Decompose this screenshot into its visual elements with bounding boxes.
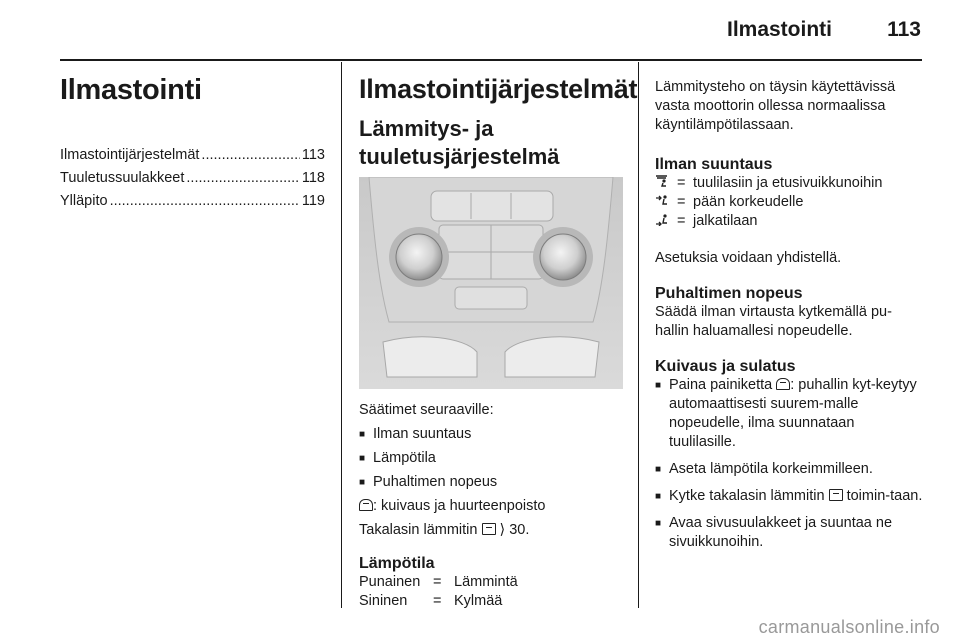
climate-control-panel-image [359,177,623,389]
list-item: ■ Ilman suuntaus [359,426,472,442]
temperature-row: Sininen = Kylmää [359,593,503,609]
list-item: ■ Puhaltimen nopeus [359,474,498,490]
column-systems [359,70,638,611]
rear-window-line: Takalasin lämmitin ⟩ 30. [359,522,530,538]
table-of-contents [60,145,325,211]
watermark: carmanualsonline.info [758,617,940,637]
subsection-title-line1: Lämmitys- ja [359,116,494,141]
list-item: ■ Paina painiketta : puhallin kyt-keytyy automaattisesti suurem-malle nopeudelle, ilma suunnataan tuulilasille. [655,377,917,450]
intro-paragraph: Lämmitysteho on täysin käytettävissä vasta moottorin ollessa normaalissa käyntilämpötilassaan. [655,79,896,133]
distribution-section [655,155,925,231]
column-divider [341,62,342,608]
section-title: Ilmastointijärjestelmät [359,74,638,104]
fan-heading: Puhaltimen nopeus [655,285,803,302]
chapter-title: Ilmastointi [60,74,202,106]
list-item: ■ Lämpötila [359,450,436,466]
fan-text: Säädä ilman virtausta kytkemällä pu-hallin haluamallesi nopeudelle. [655,304,892,339]
toc-label: Tuuletussuulakkeet [60,170,185,186]
toc-label: Ylläpito [60,193,108,209]
page-number: 113 [887,18,921,41]
column-details [655,78,925,552]
temperature-row: Punainen = Lämmintä [359,574,518,590]
distribution-heading: Ilman suuntaus [655,156,773,173]
toc-page: 113 [301,147,325,163]
combine-note: Asetuksia voidaan yhdistellä. [655,250,842,266]
toc-label: Ilmastointijärjestelmät [60,147,200,163]
list-item: ■ Aseta lämpötila korkeimmilleen. [655,461,873,477]
header-rule [60,59,922,61]
controls-intro: Säätimet seuraaville: [359,402,494,418]
toc-entry[interactable] [60,191,325,211]
toc-page: 118 [301,170,325,186]
controls-block [359,401,623,540]
rear-window-heating-icon [482,523,496,535]
distribution-row: = tuulilasiin ja etusivuikkunoihin [655,174,925,193]
header-title: Ilmastointi [726,18,832,41]
page-ref-icon: ⟩ [499,522,506,538]
windshield-feet-icon [655,175,669,188]
head-icon [655,194,669,207]
toc-entry[interactable] [60,168,325,188]
toc-entry[interactable] [60,145,325,165]
fan-section [655,284,925,341]
subsection-title-line2: tuuletusjärjestelmä [359,144,560,169]
column-toc [60,70,325,214]
distribution-row: = pään korkeudelle [655,193,925,212]
column-divider [638,62,639,608]
list-item: ■ Avaa sivusuulakkeet ja suuntaa ne sivuikkunoihin. [655,515,893,550]
toc-page: 119 [301,193,325,209]
defrost-line: : kuivaus ja huurteenpoisto [359,497,623,516]
temperature-section [359,554,623,611]
defrost-section [655,357,925,552]
temperature-heading: Lämpötila [359,555,435,572]
list-item: ■ Kytke takalasin lämmitin toimin-taan. [655,488,923,504]
feet-icon [655,213,669,226]
defrost-heading: Kuivaus ja sulatus [655,358,796,375]
distribution-row: = jalkatilaan [655,212,925,231]
rear-window-heating-icon [829,489,843,501]
defrost-icon [776,378,790,390]
defrost-icon [359,499,373,511]
